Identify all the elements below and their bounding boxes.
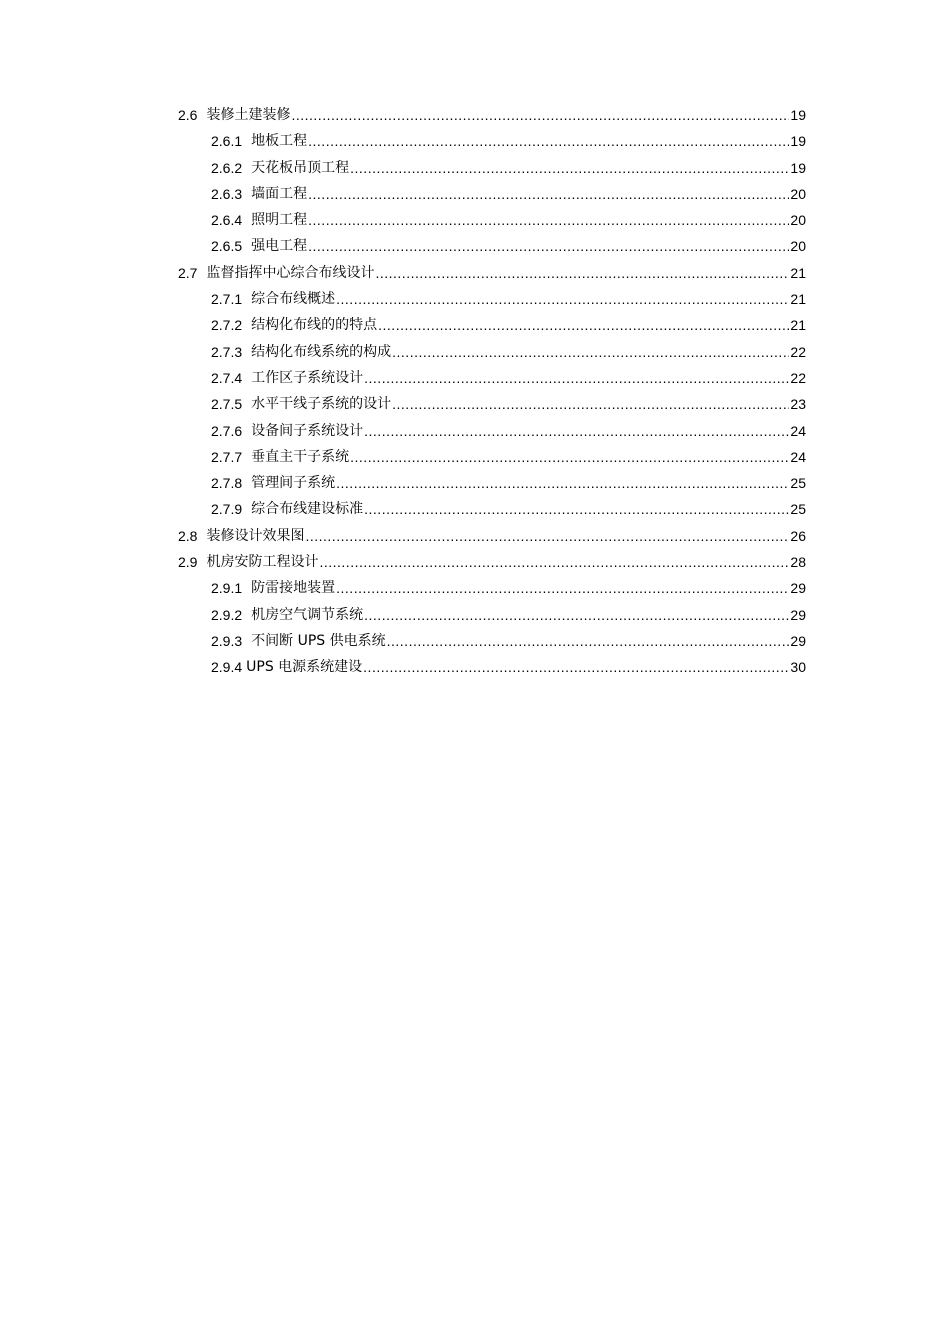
toc-entry-title: 综合布线建设标准 bbox=[251, 501, 364, 518]
toc-entry[interactable] bbox=[178, 418, 806, 444]
toc-entry[interactable] bbox=[178, 339, 806, 365]
toc-entry[interactable] bbox=[178, 155, 806, 181]
toc-entry-number: 2.6.1 bbox=[211, 133, 243, 150]
toc-entry-page-number: 21 bbox=[790, 317, 806, 334]
toc-entry-title: 天花板吊顶工程 bbox=[251, 159, 350, 176]
toc-entry[interactable] bbox=[178, 444, 806, 470]
toc-dot-leader bbox=[364, 365, 789, 391]
toc-entry-title: 工作区子系统设计 bbox=[251, 369, 364, 386]
table-of-contents bbox=[178, 102, 806, 681]
toc-dot-leader bbox=[336, 470, 789, 496]
toc-entry-number: 2.6.2 bbox=[211, 159, 243, 176]
toc-dot-leader bbox=[364, 496, 789, 522]
toc-entry[interactable] bbox=[178, 549, 806, 575]
toc-dot-leader bbox=[364, 418, 789, 444]
toc-entry-page-number: 29 bbox=[790, 580, 806, 597]
toc-entry-number: 2.9.1 bbox=[211, 580, 243, 597]
toc-entry[interactable] bbox=[178, 233, 806, 259]
toc-entry[interactable] bbox=[178, 128, 806, 154]
toc-entry-number: 2.7.7 bbox=[211, 448, 243, 465]
toc-dot-leader bbox=[392, 339, 789, 365]
toc-entry-title: 不间断 UPS 供电系统 bbox=[251, 632, 386, 649]
toc-entry-title: 结构化布线系统的构成 bbox=[251, 343, 392, 360]
toc-entry-title: 水平干线子系统的设计 bbox=[251, 396, 392, 413]
toc-dot-leader bbox=[363, 654, 789, 680]
toc-entry-title: 垂直主干子系统 bbox=[251, 448, 350, 465]
toc-entry-page-number: 30 bbox=[790, 659, 806, 676]
toc-entry-number: 2.6.4 bbox=[211, 212, 243, 229]
toc-dot-leader bbox=[319, 549, 789, 575]
toc-dot-leader bbox=[305, 523, 789, 549]
toc-dot-leader bbox=[308, 233, 789, 259]
toc-entry-page-number: 20 bbox=[790, 212, 806, 229]
toc-entry-number: 2.9.4 bbox=[211, 659, 243, 676]
toc-entry[interactable] bbox=[178, 260, 806, 286]
toc-entry-number: 2.9.2 bbox=[211, 606, 243, 623]
toc-dot-leader bbox=[308, 128, 789, 154]
toc-dot-leader bbox=[392, 391, 789, 417]
toc-entry-title: 墙面工程 bbox=[251, 185, 308, 202]
toc-entry[interactable] bbox=[178, 181, 806, 207]
toc-entry-title: 防雷接地装置 bbox=[251, 580, 336, 597]
toc-entry-title: UPS 电源系统建设 bbox=[246, 659, 363, 676]
toc-dot-leader bbox=[350, 444, 789, 470]
toc-entry-number: 2.7.6 bbox=[211, 422, 243, 439]
toc-entry-title: 设备间子系统设计 bbox=[251, 422, 364, 439]
toc-entry-title: 照明工程 bbox=[251, 212, 308, 229]
toc-entry-page-number: 26 bbox=[790, 527, 806, 544]
toc-entry-number: 2.9 bbox=[178, 554, 198, 571]
toc-entry-title: 管理间子系统 bbox=[251, 475, 336, 492]
toc-entry-page-number: 22 bbox=[790, 343, 806, 360]
toc-entry-title: 结构化布线的的特点 bbox=[251, 317, 378, 334]
toc-entry-number: 2.8 bbox=[178, 527, 198, 544]
toc-entry-title: 地板工程 bbox=[251, 133, 308, 150]
toc-entry[interactable] bbox=[178, 654, 806, 680]
toc-entry[interactable] bbox=[178, 365, 806, 391]
toc-entry-title: 装修设计效果图 bbox=[206, 527, 305, 544]
toc-entry-number: 2.7.4 bbox=[211, 369, 243, 386]
toc-entry-title: 强电工程 bbox=[251, 238, 308, 255]
toc-dot-leader bbox=[291, 102, 789, 128]
toc-entry[interactable] bbox=[178, 286, 806, 312]
toc-entry-page-number: 24 bbox=[790, 448, 806, 465]
toc-entry-page-number: 19 bbox=[790, 107, 806, 123]
toc-entry-title: 综合布线概述 bbox=[251, 291, 336, 308]
toc-dot-leader bbox=[308, 207, 789, 233]
toc-entry-page-number: 19 bbox=[790, 133, 806, 150]
toc-entry-number: 2.7.3 bbox=[211, 343, 243, 360]
toc-dot-leader bbox=[378, 312, 789, 338]
toc-entry-number: 2.7 bbox=[178, 264, 198, 281]
toc-entry[interactable] bbox=[178, 102, 806, 128]
toc-entry-title: 装修土建装修 bbox=[206, 107, 291, 123]
toc-entry-page-number: 20 bbox=[790, 238, 806, 255]
toc-entry-page-number: 24 bbox=[790, 422, 806, 439]
toc-entry-number: 2.7.2 bbox=[211, 317, 243, 334]
toc-entry-page-number: 22 bbox=[790, 369, 806, 386]
toc-entry-number: 2.7.1 bbox=[211, 291, 243, 308]
toc-entry-page-number: 28 bbox=[790, 554, 806, 571]
toc-entry-number: 2.9.3 bbox=[211, 632, 243, 649]
toc-dot-leader bbox=[336, 575, 789, 601]
toc-dot-leader bbox=[387, 628, 790, 654]
toc-list bbox=[178, 102, 806, 681]
toc-entry[interactable] bbox=[178, 391, 806, 417]
toc-entry-number: 2.7.9 bbox=[211, 501, 243, 518]
toc-entry-page-number: 19 bbox=[790, 159, 806, 176]
toc-entry-number: 2.7.8 bbox=[211, 475, 243, 492]
toc-entry[interactable] bbox=[178, 496, 806, 522]
toc-entry-number: 2.6 bbox=[178, 107, 198, 123]
toc-entry-page-number: 29 bbox=[790, 606, 806, 623]
toc-dot-leader bbox=[364, 602, 789, 628]
toc-entry[interactable] bbox=[178, 312, 806, 338]
toc-entry-title: 机房空气调节系统 bbox=[251, 606, 364, 623]
toc-entry[interactable] bbox=[178, 575, 806, 601]
toc-entry-page-number: 20 bbox=[790, 185, 806, 202]
toc-entry-page-number: 25 bbox=[790, 501, 806, 518]
toc-dot-leader bbox=[308, 181, 789, 207]
toc-entry[interactable] bbox=[178, 207, 806, 233]
toc-entry-page-number: 23 bbox=[790, 396, 806, 413]
toc-entry-title: 监督指挥中心综合布线设计 bbox=[206, 264, 375, 281]
toc-entry[interactable] bbox=[178, 602, 806, 628]
toc-entry[interactable] bbox=[178, 470, 806, 496]
toc-dot-leader bbox=[336, 286, 789, 312]
toc-entry-number: 2.6.5 bbox=[211, 238, 243, 255]
toc-entry-page-number: 21 bbox=[790, 264, 806, 281]
toc-entry-page-number: 25 bbox=[790, 475, 806, 492]
toc-entry-title: 机房安防工程设计 bbox=[206, 554, 319, 571]
toc-dot-leader bbox=[375, 260, 789, 286]
toc-entry[interactable] bbox=[178, 523, 806, 549]
toc-entry[interactable] bbox=[178, 628, 806, 654]
toc-entry-page-number: 21 bbox=[790, 291, 806, 308]
toc-entry-number: 2.6.3 bbox=[211, 185, 243, 202]
toc-entry-page-number: 29 bbox=[790, 632, 806, 649]
toc-entry-number: 2.7.5 bbox=[211, 396, 243, 413]
toc-dot-leader bbox=[350, 155, 789, 181]
